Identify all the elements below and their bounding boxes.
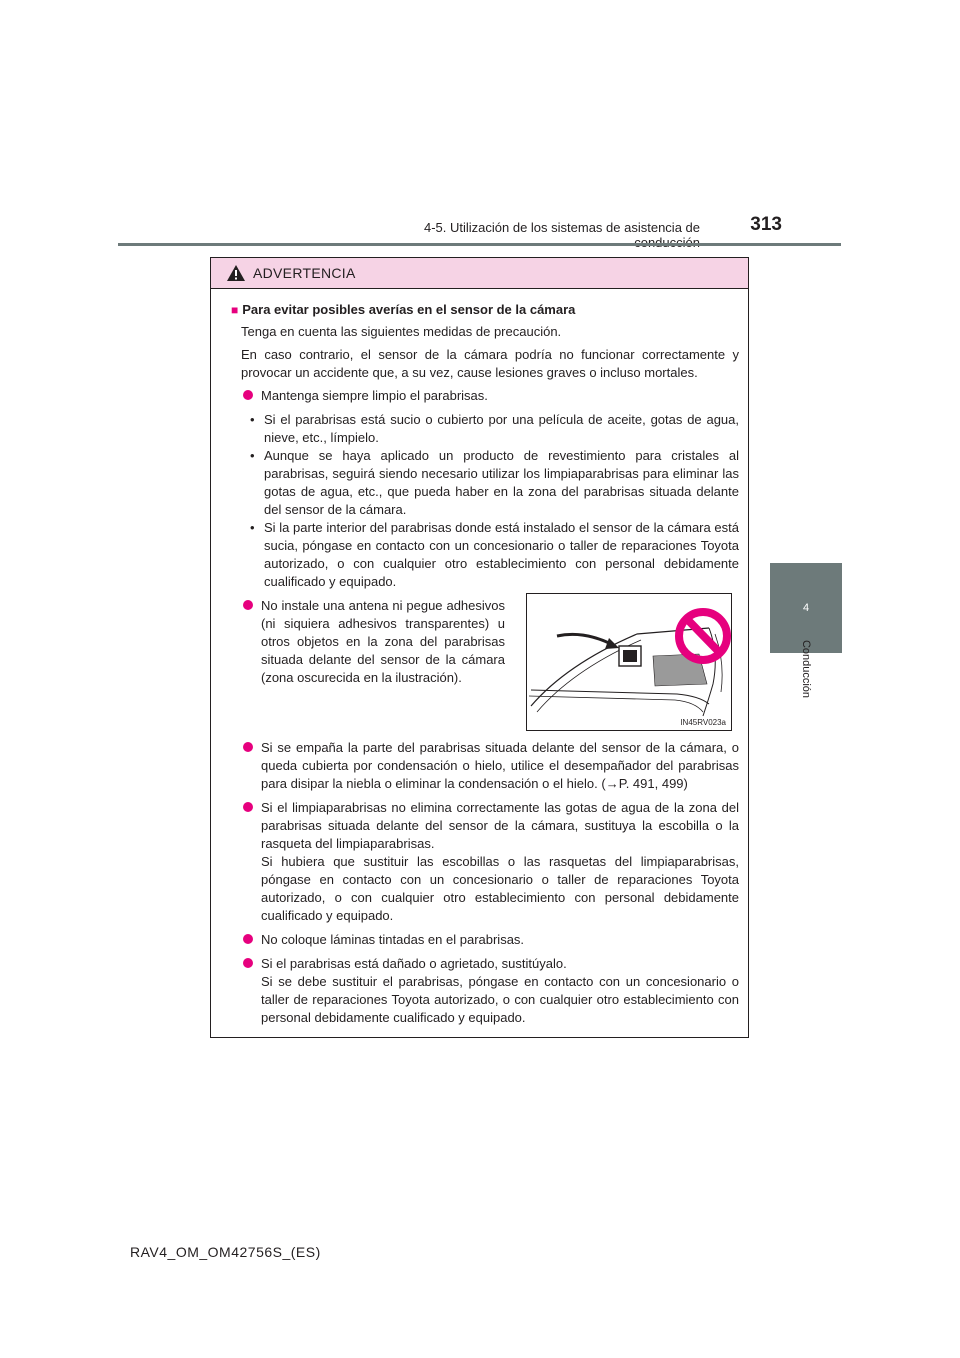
windshield-sensor-drawing [527, 594, 731, 730]
list-item [241, 597, 505, 687]
bullet-dot-icon [243, 934, 253, 944]
bullet-text-6b: Si se debe sustituir el parabrisas, póngase en contacto con un concesionario o taller de reparaciones Toyota autorizado, o con cualquier otro establecimiento con personal debidamente cualificado y equipado. [261, 974, 739, 1025]
warning-box [210, 257, 749, 1038]
intro-paragraph-1: Tenga en cuenta las siguientes medidas de precaución. [241, 324, 562, 339]
sub-bullet-icon: • [250, 448, 255, 463]
figure-code: IN45RV023a [680, 718, 726, 727]
warning-title: ADVERTENCIA [253, 265, 356, 281]
chapter-label [781, 632, 831, 706]
intro-paragraph-2: En caso contrario, el sensor de la cámara podría no funcionar correctamente y provocar un accidente que, a su vez, cause lesiones graves o incluso mortales. [241, 347, 739, 380]
sub-text-2: Aunque se haya aplicado un producto de revestimiento para cristales al parabrisas, seguirá siendo necesario utilizar los limpiaparabrisas para eliminar las gotas de agua, etc., que pueda haber en la zona del parabrisas situada delante del sensor de la cámara. [264, 448, 739, 517]
bullet-text-3: Si se empaña la parte del parabrisas situada delante del sensor de la cámara, o queda cubierta por condensación o hielo, utilice el desempañador del parabrisas para disipar la niebla o eliminar la condensación o el hielo. (→P. 491, 499) [261, 740, 739, 791]
bullet-dot-icon [243, 742, 253, 752]
sub-bullet-icon: • [250, 520, 255, 535]
document-code: RAV4_OM_OM42756S_(ES) [130, 1244, 321, 1260]
sub-list-item [250, 519, 739, 591]
bullet-dot-icon [243, 390, 253, 400]
list-item [241, 387, 739, 405]
bullet-dot-icon [243, 600, 253, 610]
sub-list-item [250, 447, 739, 519]
running-header: 4-5. Utilización de los sistemas de asistencia de [423, 220, 700, 235]
square-bullet-icon: ■ [231, 303, 239, 317]
list-item [241, 799, 739, 925]
bullet-dot-icon [243, 958, 253, 968]
list-item [241, 955, 739, 1027]
bullet-text-4a: Si el limpiaparabrisas no elimina correctamente las gotas de agua de la zona del parabrisas situada delante del sensor de la cámara, sustituya la escobilla o la rasqueta del limpiaparabrisas. [261, 800, 739, 851]
warning-triangle-icon [227, 265, 245, 281]
bullet-text-2: No instale una antena ni pegue adhesivos (ni siquiera adhesivos transparentes) u otros objetos en la zona del parabrisas situada delante del sensor de la cámara (zona oscurecida en la ilustración). [261, 598, 505, 685]
sub-text-1: Si el parabrisas está sucio o cubierto por una película de aceite, gotas de agua, nieve, etc., límpielo. [264, 412, 739, 445]
list-item [241, 739, 739, 793]
warning-heading [231, 301, 739, 319]
bullet-dot-icon [243, 802, 253, 812]
warning-header [211, 258, 748, 289]
page-number: 313 [750, 214, 782, 235]
bullet-text-4b: Si hubiera que sustituir las escobillas o las rasquetas del limpiaparabrisas, póngase en contacto con un concesionario o taller de reparaciones Toyota autorizado, o con cualquier otro establecimiento con personal debidamente cualificado y equipado. [261, 854, 739, 923]
bullet-text-1: Mantenga siempre limpio el parabrisas. [261, 388, 488, 403]
list-item [241, 931, 739, 949]
sub-text-3: Si la parte interior del parabrisas donde está instalado el sensor de la cámara está sucia, póngase en contacto con un concesionario o taller de reparaciones Toyota autorizado, o con cualquier otro establecimiento con personal debidamente cualificado y equipado. [264, 520, 739, 589]
bullet-text-6a: Si el parabrisas está dañado o agrietado, sustitúyalo. [261, 956, 567, 971]
bullet-text-5: No coloque láminas tintadas en el parabrisas. [261, 932, 525, 947]
chapter-label-text: Conducción [800, 639, 812, 699]
windshield-illustration [526, 593, 732, 731]
warning-heading-text: Para evitar posibles averías en el sensor de la cámara [242, 302, 576, 317]
chapter-number: 4 [802, 602, 810, 614]
sub-list-item [250, 411, 739, 447]
header-divider [118, 243, 841, 246]
sub-bullet-icon: • [250, 412, 255, 427]
